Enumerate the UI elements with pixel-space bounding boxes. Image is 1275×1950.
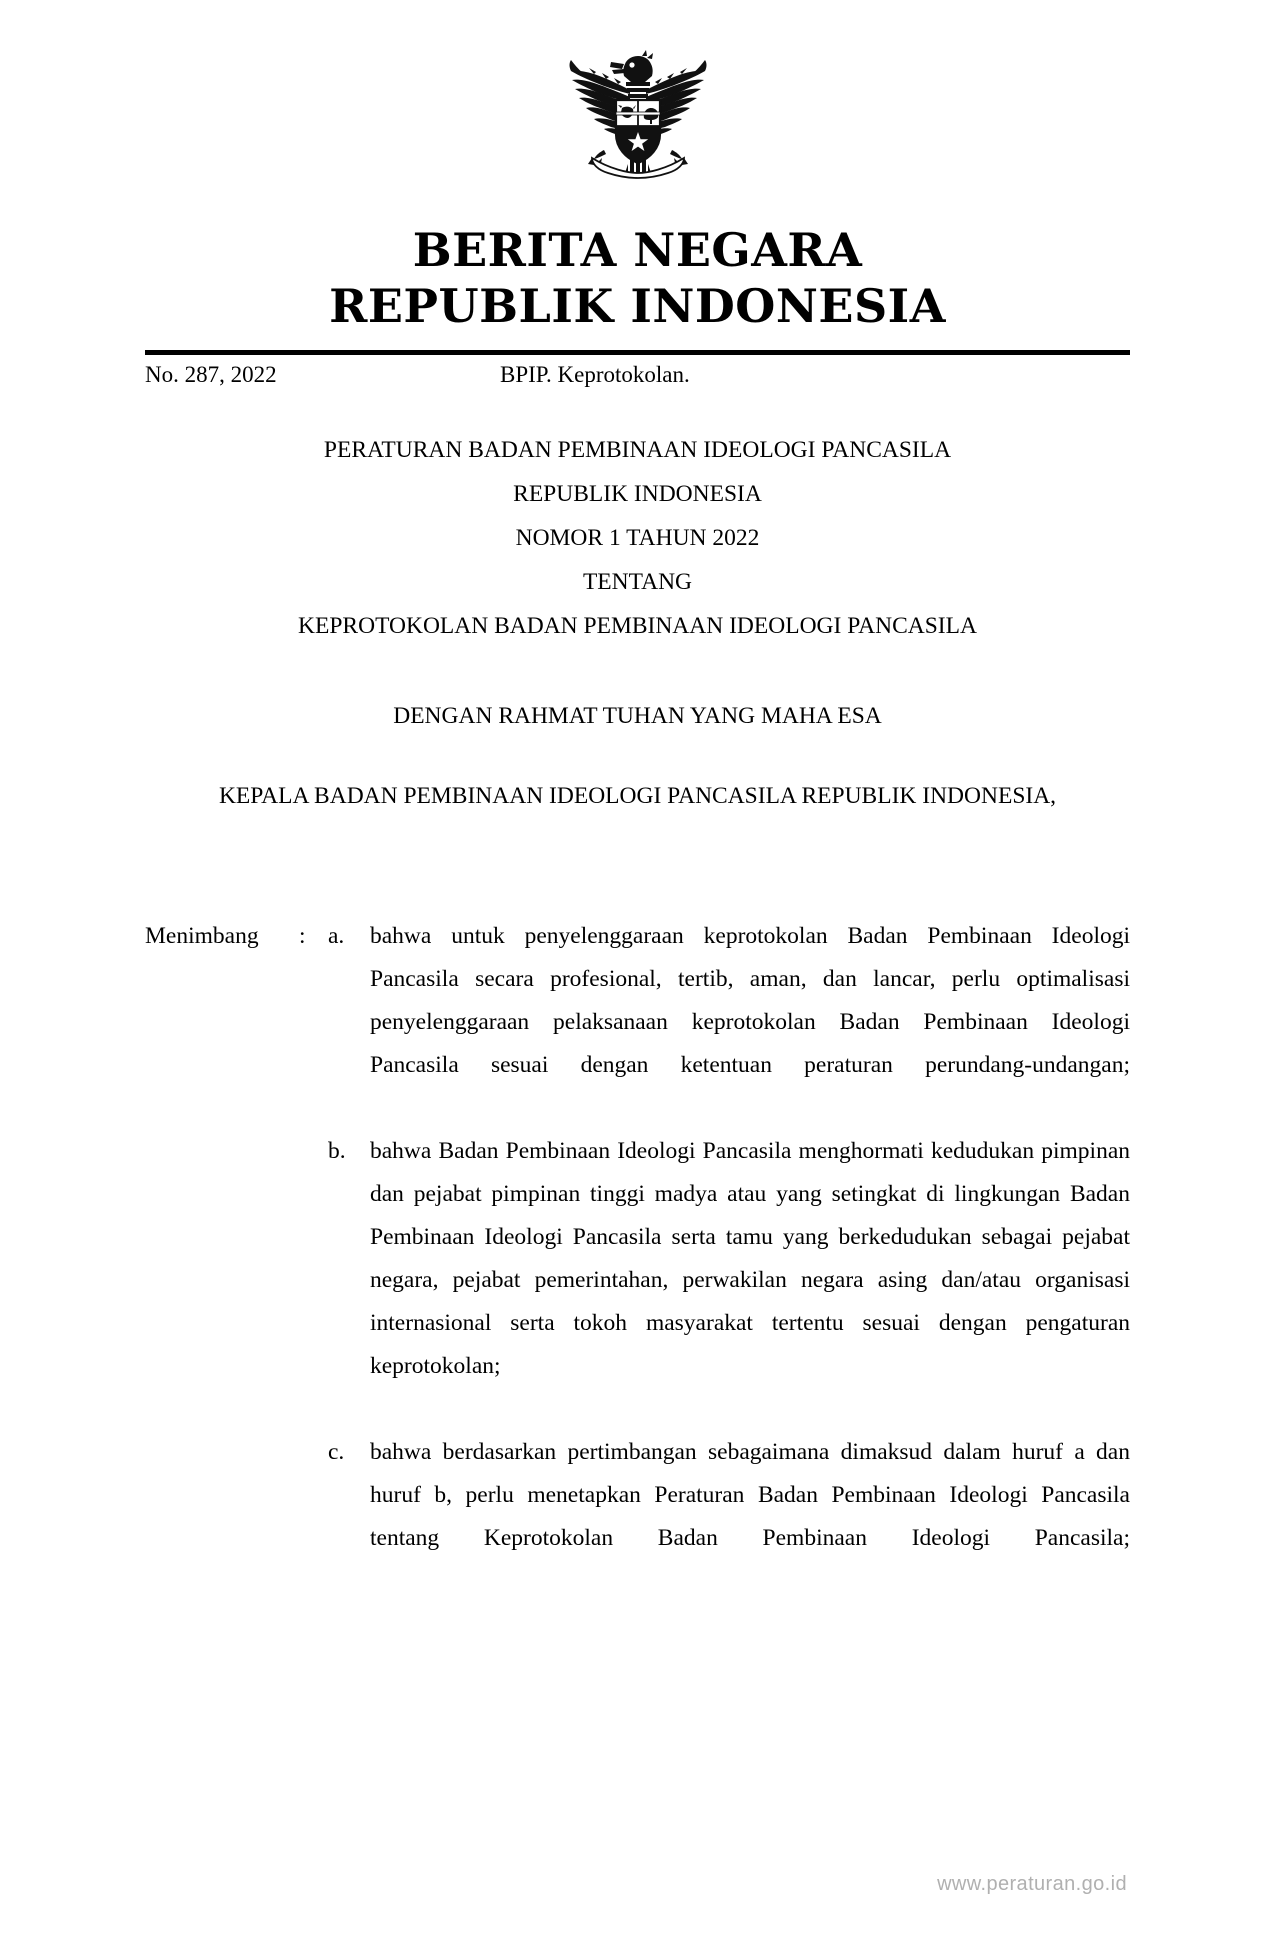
title-line-3: NOMOR 1 TAHUN 2022 — [515, 525, 760, 551]
considering-item-a — [145, 915, 1130, 1130]
gazette-meta-row — [145, 358, 1130, 392]
considering-text-b: bahwa Badan Pembinaan Ideologi Pancasila menghormati kedudukan pimpinan dan pejabat pimpinan tinggi madya atau yang setingkat di lingkungan Badan Pembinaan Ideologi Pancasila serta tamu yang berkedudukan sebagai pejabat negara, pejabat pemerintahan, perwakilan negara asing dan/atau organisasi internasional serta tokoh masyarakat tertentu sesuai dengan pengaturan keprotokolan; — [370, 1138, 1130, 1379]
considering-label: Menimbang — [145, 923, 259, 949]
invocation-text: DENGAN RAHMAT TUHAN YANG MAHA ESA — [393, 703, 882, 729]
considering-text-a: bahwa untuk penyelenggaraan keprotokolan Badan Pembinaan Ideologi Pancasila secara profesional, tertib, aman, dan lancar, perlu optimalisasi penyelenggaraan pelaksanaan keprotokolan Badan Pembinaan Ideologi Pancasila sesuai dengan ketentuan peraturan perundang-undangan; — [370, 923, 1130, 1078]
header-divider — [145, 350, 1130, 355]
gazette-number: No. 287, 2022 — [145, 362, 277, 387]
considering-colon: : — [299, 923, 306, 949]
title-line-5: KEPROTOKOLAN BADAN PEMBINAAN IDEOLOGI PANCASILA — [298, 613, 977, 639]
masthead-line-1: BERITA NEGARA — [412, 223, 863, 277]
regulation-title-block — [145, 428, 1130, 648]
title-line-1: PERATURAN BADAN PEMBINAAN IDEOLOGI PANCASILA — [323, 437, 952, 463]
masthead-line-2: REPUBLIK INDONESIA — [329, 279, 946, 333]
considering-item-b — [145, 1130, 1130, 1431]
considering-letter-b: b. — [328, 1138, 346, 1164]
title-line-2: REPUBLIK INDONESIA — [513, 481, 762, 507]
title-line-4: TENTANG — [582, 569, 693, 595]
emblem-container — [0, 38, 1275, 180]
garuda-pancasila-emblem — [558, 38, 718, 180]
considering-letter-a: a. — [328, 923, 345, 949]
considering-text-c: bahwa berdasarkan pertimbangan sebagaimana dimaksud dalam huruf a dan huruf b, perlu menetapkan Peraturan Badan Pembinaan Ideologi Pancasila tentang Keprotokolan Badan Pembinaan Ideologi Pancasila; — [370, 1439, 1130, 1551]
considering-section — [145, 915, 1130, 1603]
gazette-subject: BPIP. Keprotokolan. — [500, 362, 690, 387]
footer-watermark: www.peraturan.go.id — [937, 1873, 1127, 1895]
masthead — [0, 222, 1275, 334]
considering-letter-c: c. — [328, 1439, 345, 1465]
issuing-authority: KEPALA BADAN PEMBINAAN IDEOLOGI PANCASILA REPUBLIK INDONESIA, — [218, 783, 1057, 809]
considering-item-c — [145, 1431, 1130, 1603]
